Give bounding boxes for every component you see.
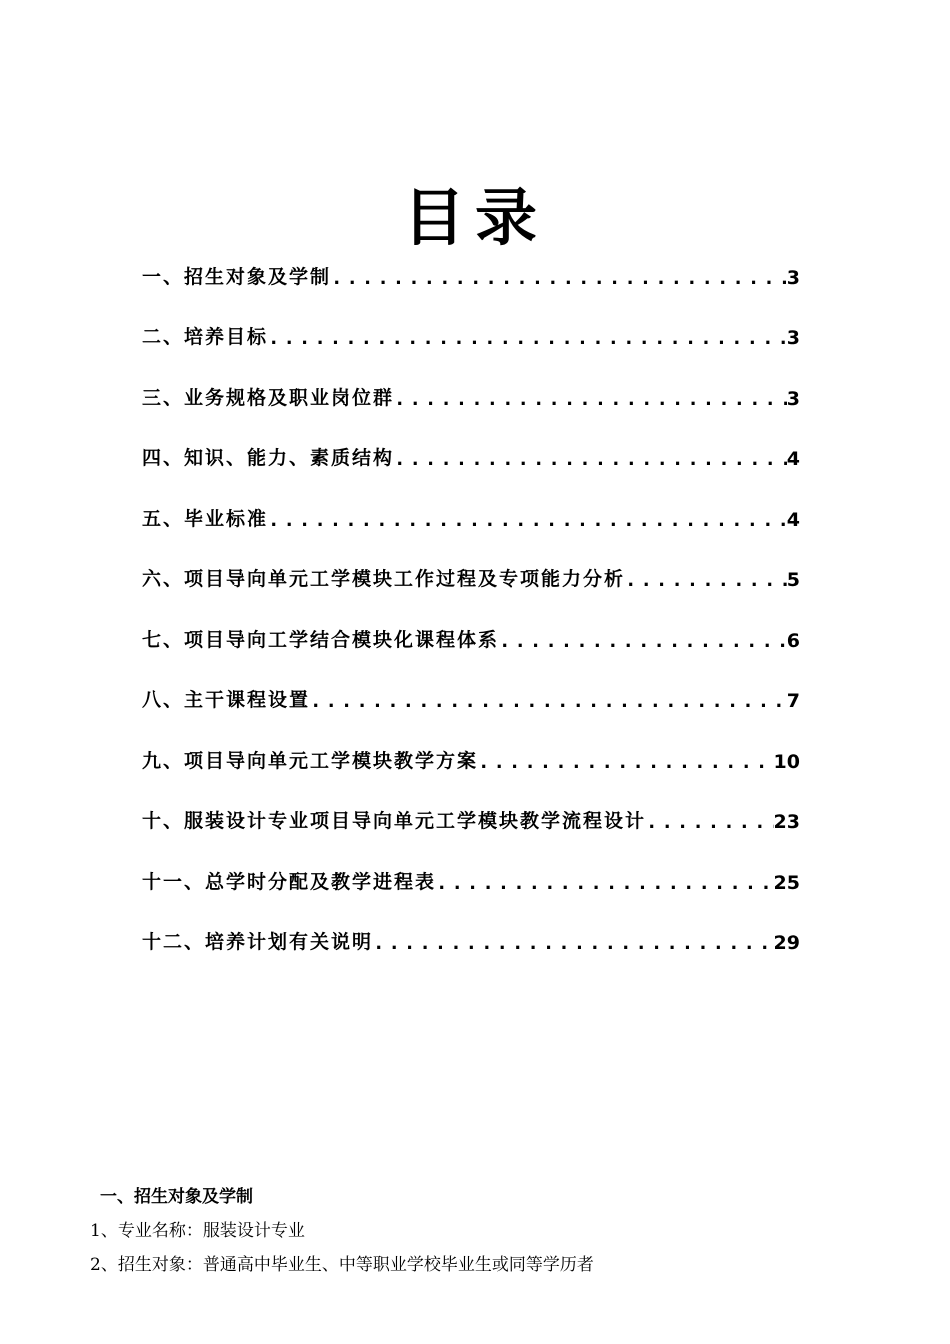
- toc-entry-page: 4: [786, 508, 800, 531]
- toc-entry[interactable]: [142, 610, 800, 671]
- table-of-contents: [142, 247, 800, 973]
- toc-entry[interactable]: [142, 489, 800, 550]
- toc-entry-label: 九、项目导向单元工学模块教学方案: [142, 749, 479, 772]
- toc-dot-leader: [331, 267, 787, 308]
- toc-entry-page: 7: [786, 690, 800, 712]
- toc-entry-label: 十、服装设计专业项目导向单元工学模块教学流程设计: [142, 810, 647, 832]
- toc-entry[interactable]: [142, 913, 800, 974]
- toc-entry[interactable]: [142, 247, 800, 308]
- toc-entry-page: 25: [773, 871, 800, 894]
- toc-entry[interactable]: [142, 429, 800, 490]
- toc-dot-leader: [394, 388, 787, 429]
- toc-dot-leader: [478, 751, 774, 792]
- section-item: 1、专业名称：服装设计专业: [90, 1221, 305, 1241]
- toc-entry[interactable]: [142, 852, 800, 913]
- toc-dot-leader: [499, 630, 787, 671]
- toc-dot-leader: [646, 811, 774, 852]
- toc-dot-leader: [394, 448, 787, 489]
- toc-entry-page: 5: [786, 569, 800, 591]
- toc-entry-label: 十二、培养计划有关说明: [142, 931, 374, 953]
- toc-dot-leader: [268, 509, 787, 550]
- toc-entry-label: 五、毕业标准: [142, 507, 269, 530]
- toc-entry[interactable]: [142, 368, 800, 429]
- toc-entry-page: 3: [786, 327, 800, 349]
- section-item: 2、招生对象：普通高中毕业生、中等职业学校毕业生或同等学历者: [90, 1255, 594, 1275]
- toc-entry[interactable]: [142, 792, 800, 853]
- toc-entry-page: 10: [773, 750, 800, 773]
- toc-dot-leader: [373, 932, 774, 973]
- toc-entry-label: 三、业务规格及职业岗位群: [142, 386, 395, 409]
- toc-entry-label: 七、项目导向工学结合模块化课程体系: [142, 628, 500, 651]
- toc-dot-leader: [310, 690, 787, 731]
- toc-dot-leader: [625, 569, 787, 610]
- toc-entry-page: 6: [786, 629, 800, 652]
- toc-entry-label: 十一、总学时分配及教学进程表: [142, 870, 437, 893]
- toc-entry-page: 29: [773, 932, 800, 954]
- toc-entry-label: 一、招生对象及学制: [142, 265, 332, 288]
- toc-entry-page: 3: [786, 387, 800, 410]
- toc-entry[interactable]: [142, 308, 800, 369]
- toc-entry-label: 六、项目导向单元工学模块工作过程及专项能力分析: [142, 568, 626, 590]
- section-heading: 一、招生对象及学制: [100, 1187, 253, 1207]
- toc-entry[interactable]: [142, 671, 800, 732]
- toc-dot-leader: [436, 872, 774, 913]
- toc-entry-page: 3: [786, 266, 800, 289]
- section-enrollment: [90, 1180, 890, 1282]
- toc-entry[interactable]: [142, 550, 800, 611]
- toc-entry-label: 二、培养目标: [142, 326, 269, 348]
- toc-entry-label: 八、主干课程设置: [142, 689, 311, 711]
- toc-entry[interactable]: [142, 731, 800, 792]
- toc-entry-label: 四、知识、能力、素质结构: [142, 447, 395, 469]
- toc-title: 目录: [402, 181, 547, 254]
- toc-dot-leader: [268, 327, 787, 368]
- toc-entry-page: 23: [773, 811, 800, 833]
- toc-entry-page: 4: [786, 448, 800, 470]
